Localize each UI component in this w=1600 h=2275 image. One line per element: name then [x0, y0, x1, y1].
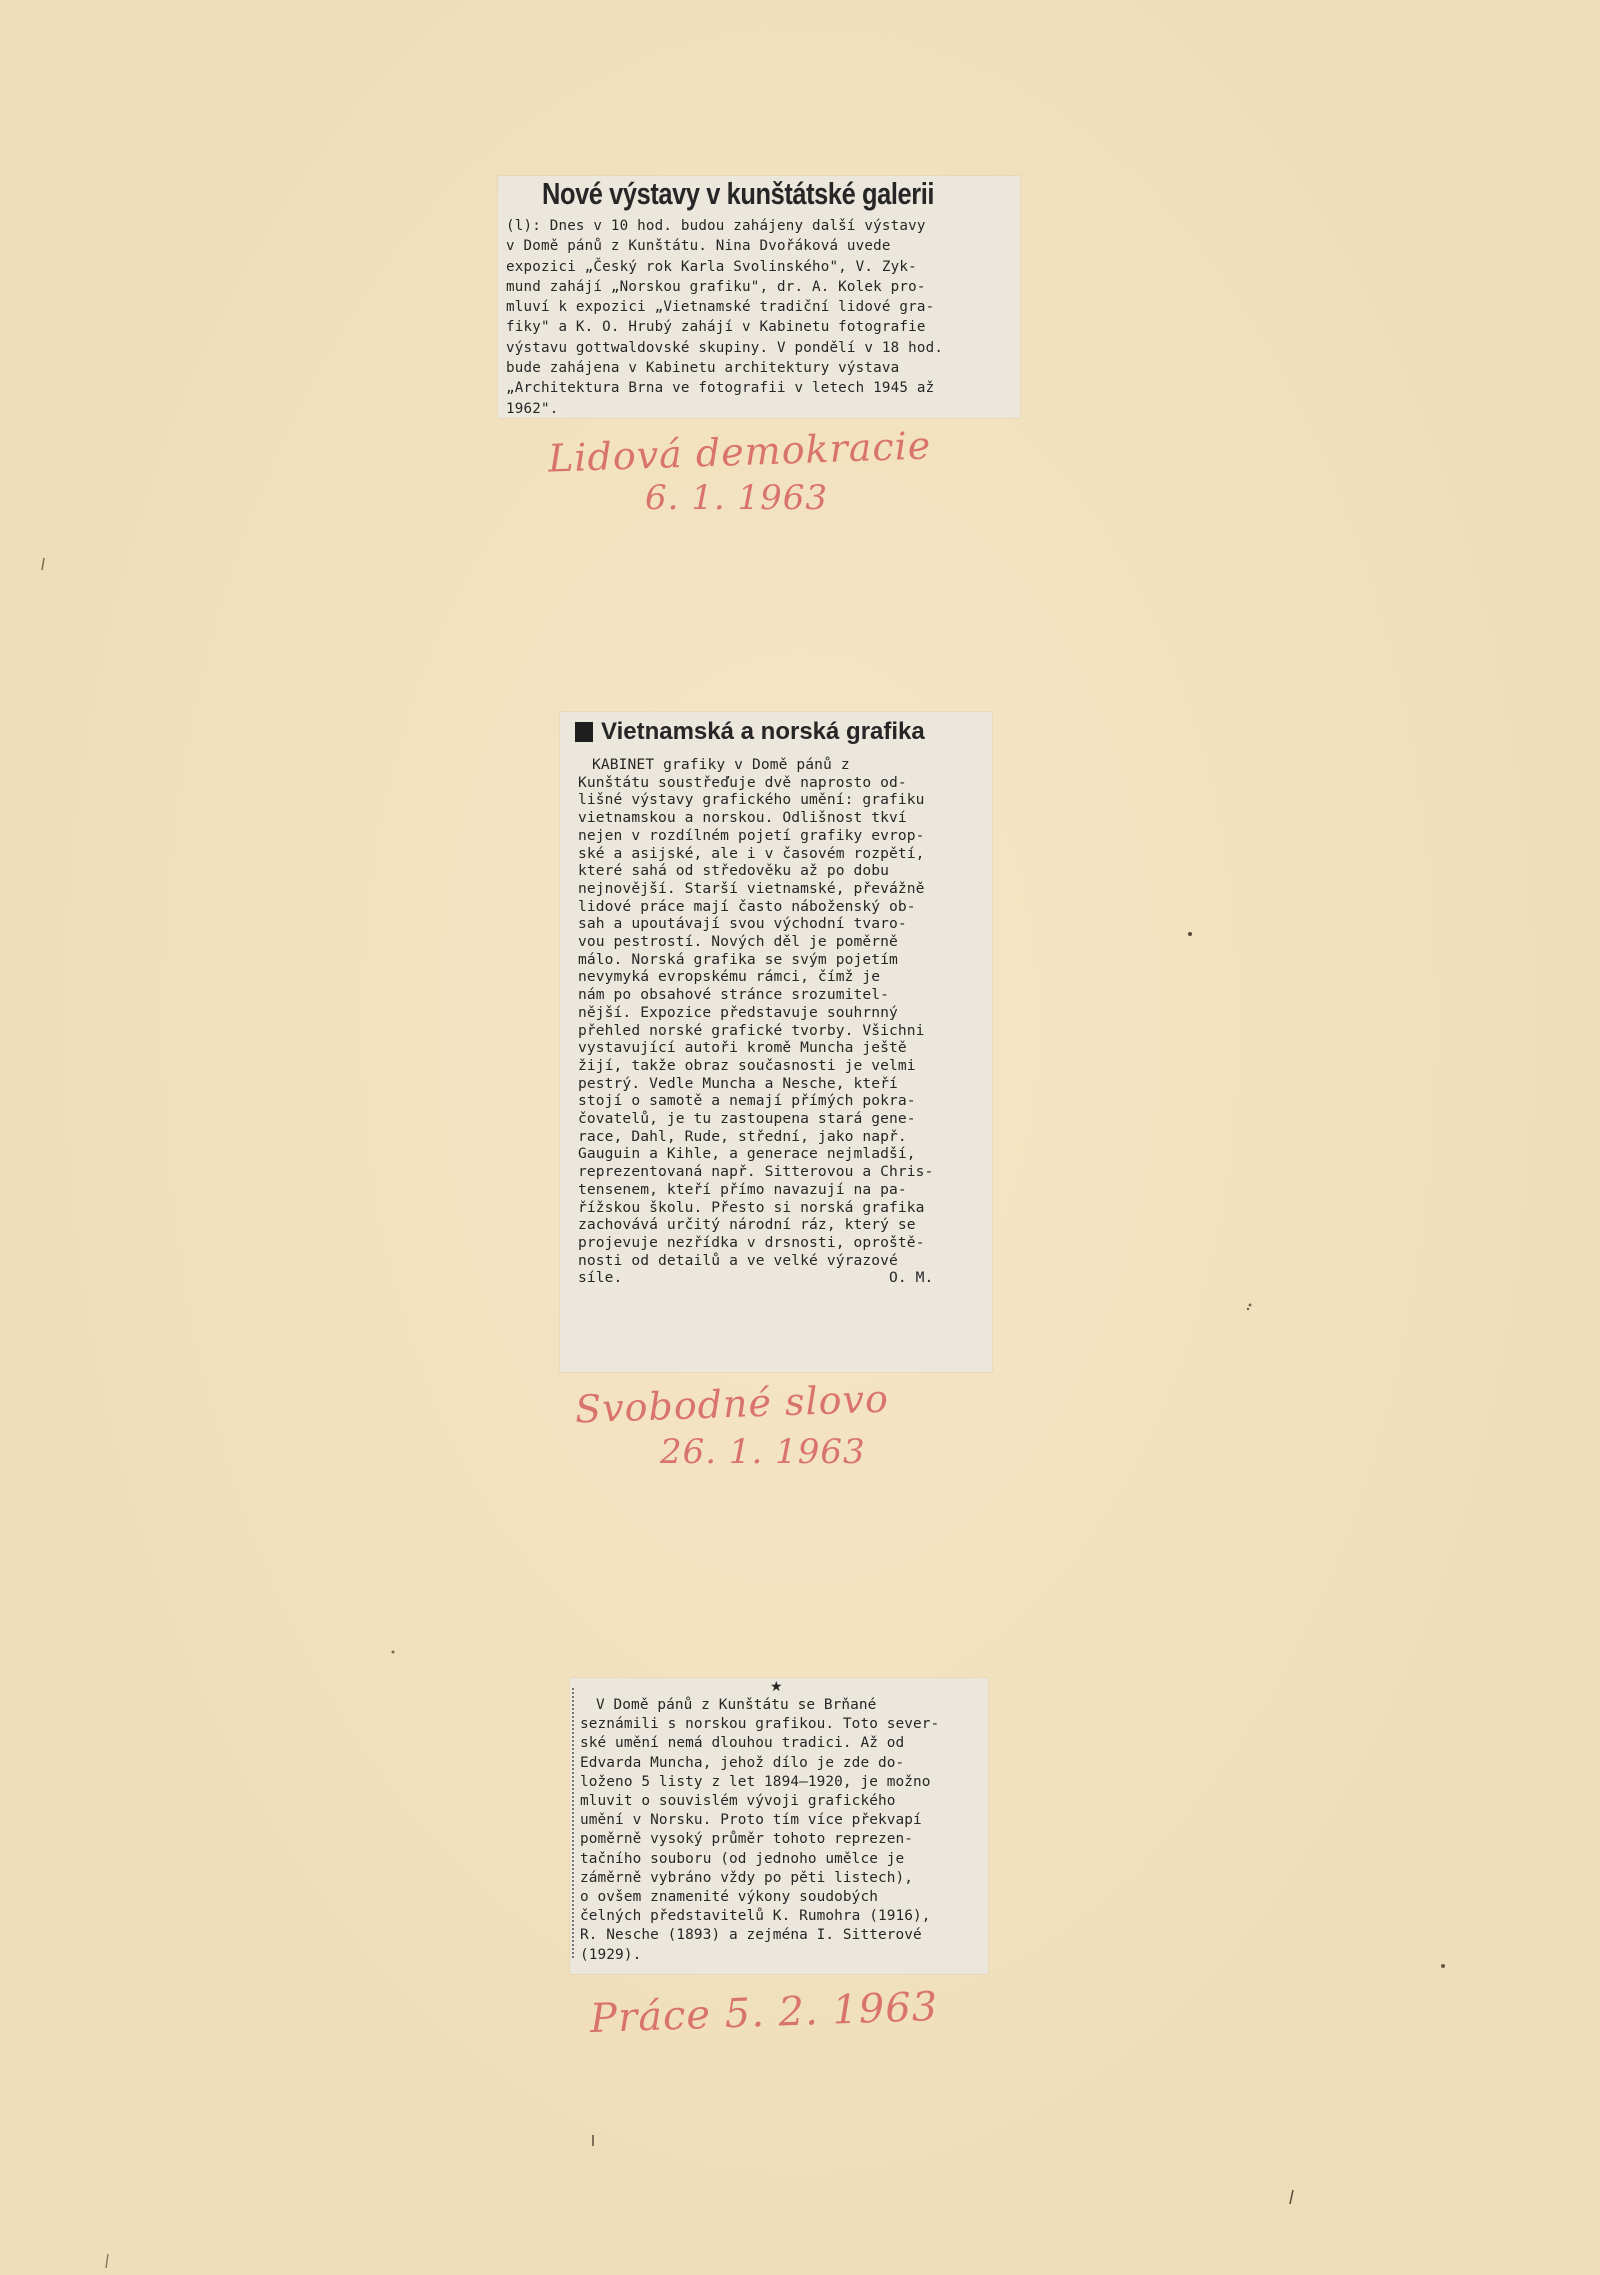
text-line: nější. Expozice představuje souhrnný: [578, 1003, 898, 1021]
handwritten-source-date-note: Práce 5. 2. 1963: [589, 1983, 939, 2043]
text-line: málo. Norská grafika se svým pojetím: [578, 950, 898, 968]
text-line: expozici „Český rok Karla Svolinského", V. Zyk-: [506, 258, 917, 275]
text-line: v Domě pánů z Kunštátu. Nina Dvořáková uvede: [506, 238, 891, 255]
text-line: projevuje nezřídka v drsnosti, oproště-: [578, 1233, 925, 1251]
text-line: (l): Dnes v 10 hod. budou zahájeny další výstavy: [506, 218, 926, 234]
text-line: síle. O. M.: [578, 1269, 934, 1287]
text-line: tačního souboru (od jednoho umělce je: [580, 1850, 905, 1867]
text-line: race, Dahl, Rude, střední, jako např.: [578, 1127, 907, 1145]
text-line: nejen v rozdílném pojetí grafiky evrop-: [578, 826, 925, 844]
text-line: přehled norské grafické tvorby. Všichni: [578, 1021, 925, 1039]
text-line: (1929).: [580, 1946, 642, 1963]
text-line: stojí o samotě a nemají přímých pokra-: [578, 1092, 916, 1110]
handwritten-date-note: 26. 1. 1963: [660, 1432, 866, 1472]
text-line: vystavující autoři kromě Muncha ještě: [578, 1039, 907, 1057]
text-line: R. Nesche (1893) a zejména I. Sitterové: [580, 1927, 922, 1944]
text-line: umění v Norsku. Proto tím více překvapí: [580, 1812, 922, 1829]
text-line: KABINET grafiky v Domě pánů z: [592, 756, 850, 773]
text-line: mluvit o souvislém vývoji grafického: [580, 1793, 896, 1810]
text-line: pestrý. Vedle Muncha a Nesche, kteří: [578, 1074, 898, 1092]
handwritten-date-note: 6. 1. 1963: [645, 478, 829, 518]
text-line: výstavu gottwaldovské skupiny. V pondělí v 18 hod.: [506, 339, 944, 356]
text-line: žijí, takže obraz současnosti je velmi: [578, 1056, 916, 1074]
text-line: seznámili s norskou grafikou. Toto sever-: [580, 1716, 940, 1733]
text-line: vietnamskou a norskou. Odlišnost tkví: [578, 809, 907, 827]
text-line: Kunštátu soustřeďuje dvě naprosto od-: [578, 773, 907, 791]
text-line: reprezentovaná např. Sitterovou a Chris-: [578, 1163, 934, 1181]
text-line: vou pestrostí. Nových děl je poměrně: [578, 933, 898, 951]
handwritten-source-note: Lidová demokracie: [547, 423, 932, 481]
handwritten-source-note: Svobodné slovo: [574, 1376, 890, 1432]
text-line: které sahá od středověku až po dobu: [578, 862, 890, 880]
text-line: tensenem, kteří přímo navazují na pa-: [578, 1180, 907, 1198]
text-line: lidové práce mají často náboženský ob-: [578, 897, 916, 915]
text-line: loženo 5 listy z let 1894—1920, je možno: [580, 1773, 931, 1790]
text-line: „Architektura Brna ve fotografii v letech 1945 až: [506, 380, 935, 397]
text-line: nám po obsahové stránce srozumitel-: [578, 986, 890, 1004]
star-icon: ★: [770, 1678, 783, 1694]
text-line: čelných představitelů K. Rumohra (1916),: [580, 1908, 931, 1925]
text-line: lišné výstavy grafického umění: grafiku: [578, 791, 925, 809]
text-line: sah a upoutávají svou východní tvaro-: [578, 915, 907, 933]
text-line: fiky" a K. O. Hrubý zahájí v Kabinetu fotografie: [506, 319, 926, 336]
text-line: zachovává určitý národní ráz, který se: [578, 1216, 916, 1234]
text-line: nevymyká evropskému rámci, čímž je: [578, 968, 881, 986]
text-line: čovatelů, je tu zastoupena stará gene-: [578, 1110, 916, 1128]
text-line: V Domě pánů z Kunštátu se Brňané: [596, 1697, 877, 1713]
text-line: o ovšem znamenité výkony soudobých: [580, 1889, 878, 1906]
text-line: mund zahájí „Norskou grafiku", dr. A. Kolek pro-: [506, 278, 926, 295]
text-line: Gauguin a Kihle, a generace nejmladší,: [578, 1145, 916, 1163]
text-line: nejnovější. Starší vietnamské, převážně: [578, 879, 925, 897]
text-line: ské a asijské, ale i v časovém rozpětí,: [578, 844, 925, 862]
text-line: 1962".: [506, 400, 559, 417]
clipping-headline: Nové výstavy v kunštátské galerii: [542, 176, 934, 211]
text-line: řížskou školu. Přesto si norská grafika: [578, 1198, 925, 1216]
text-line: záměrně vybráno vždy po pěti listech),: [580, 1869, 914, 1886]
text-line: ské umění nemá dlouhou tradici. Až od: [580, 1735, 905, 1752]
text-line: Edvarda Muncha, jehož dílo je zde do-: [580, 1754, 905, 1771]
clipping-headline-text: Vietnamská a norská grafika: [601, 718, 925, 745]
text-line: nosti od detailů a ve velké výrazové: [578, 1251, 898, 1269]
text-line: poměrně vysoký průměr tohoto reprezen-: [580, 1831, 914, 1848]
text-line: mluví k expozici „Vietnamské tradiční lidové gra-: [506, 299, 935, 316]
text-line: bude zahájena v Kabinetu architektury výstava: [506, 360, 900, 377]
